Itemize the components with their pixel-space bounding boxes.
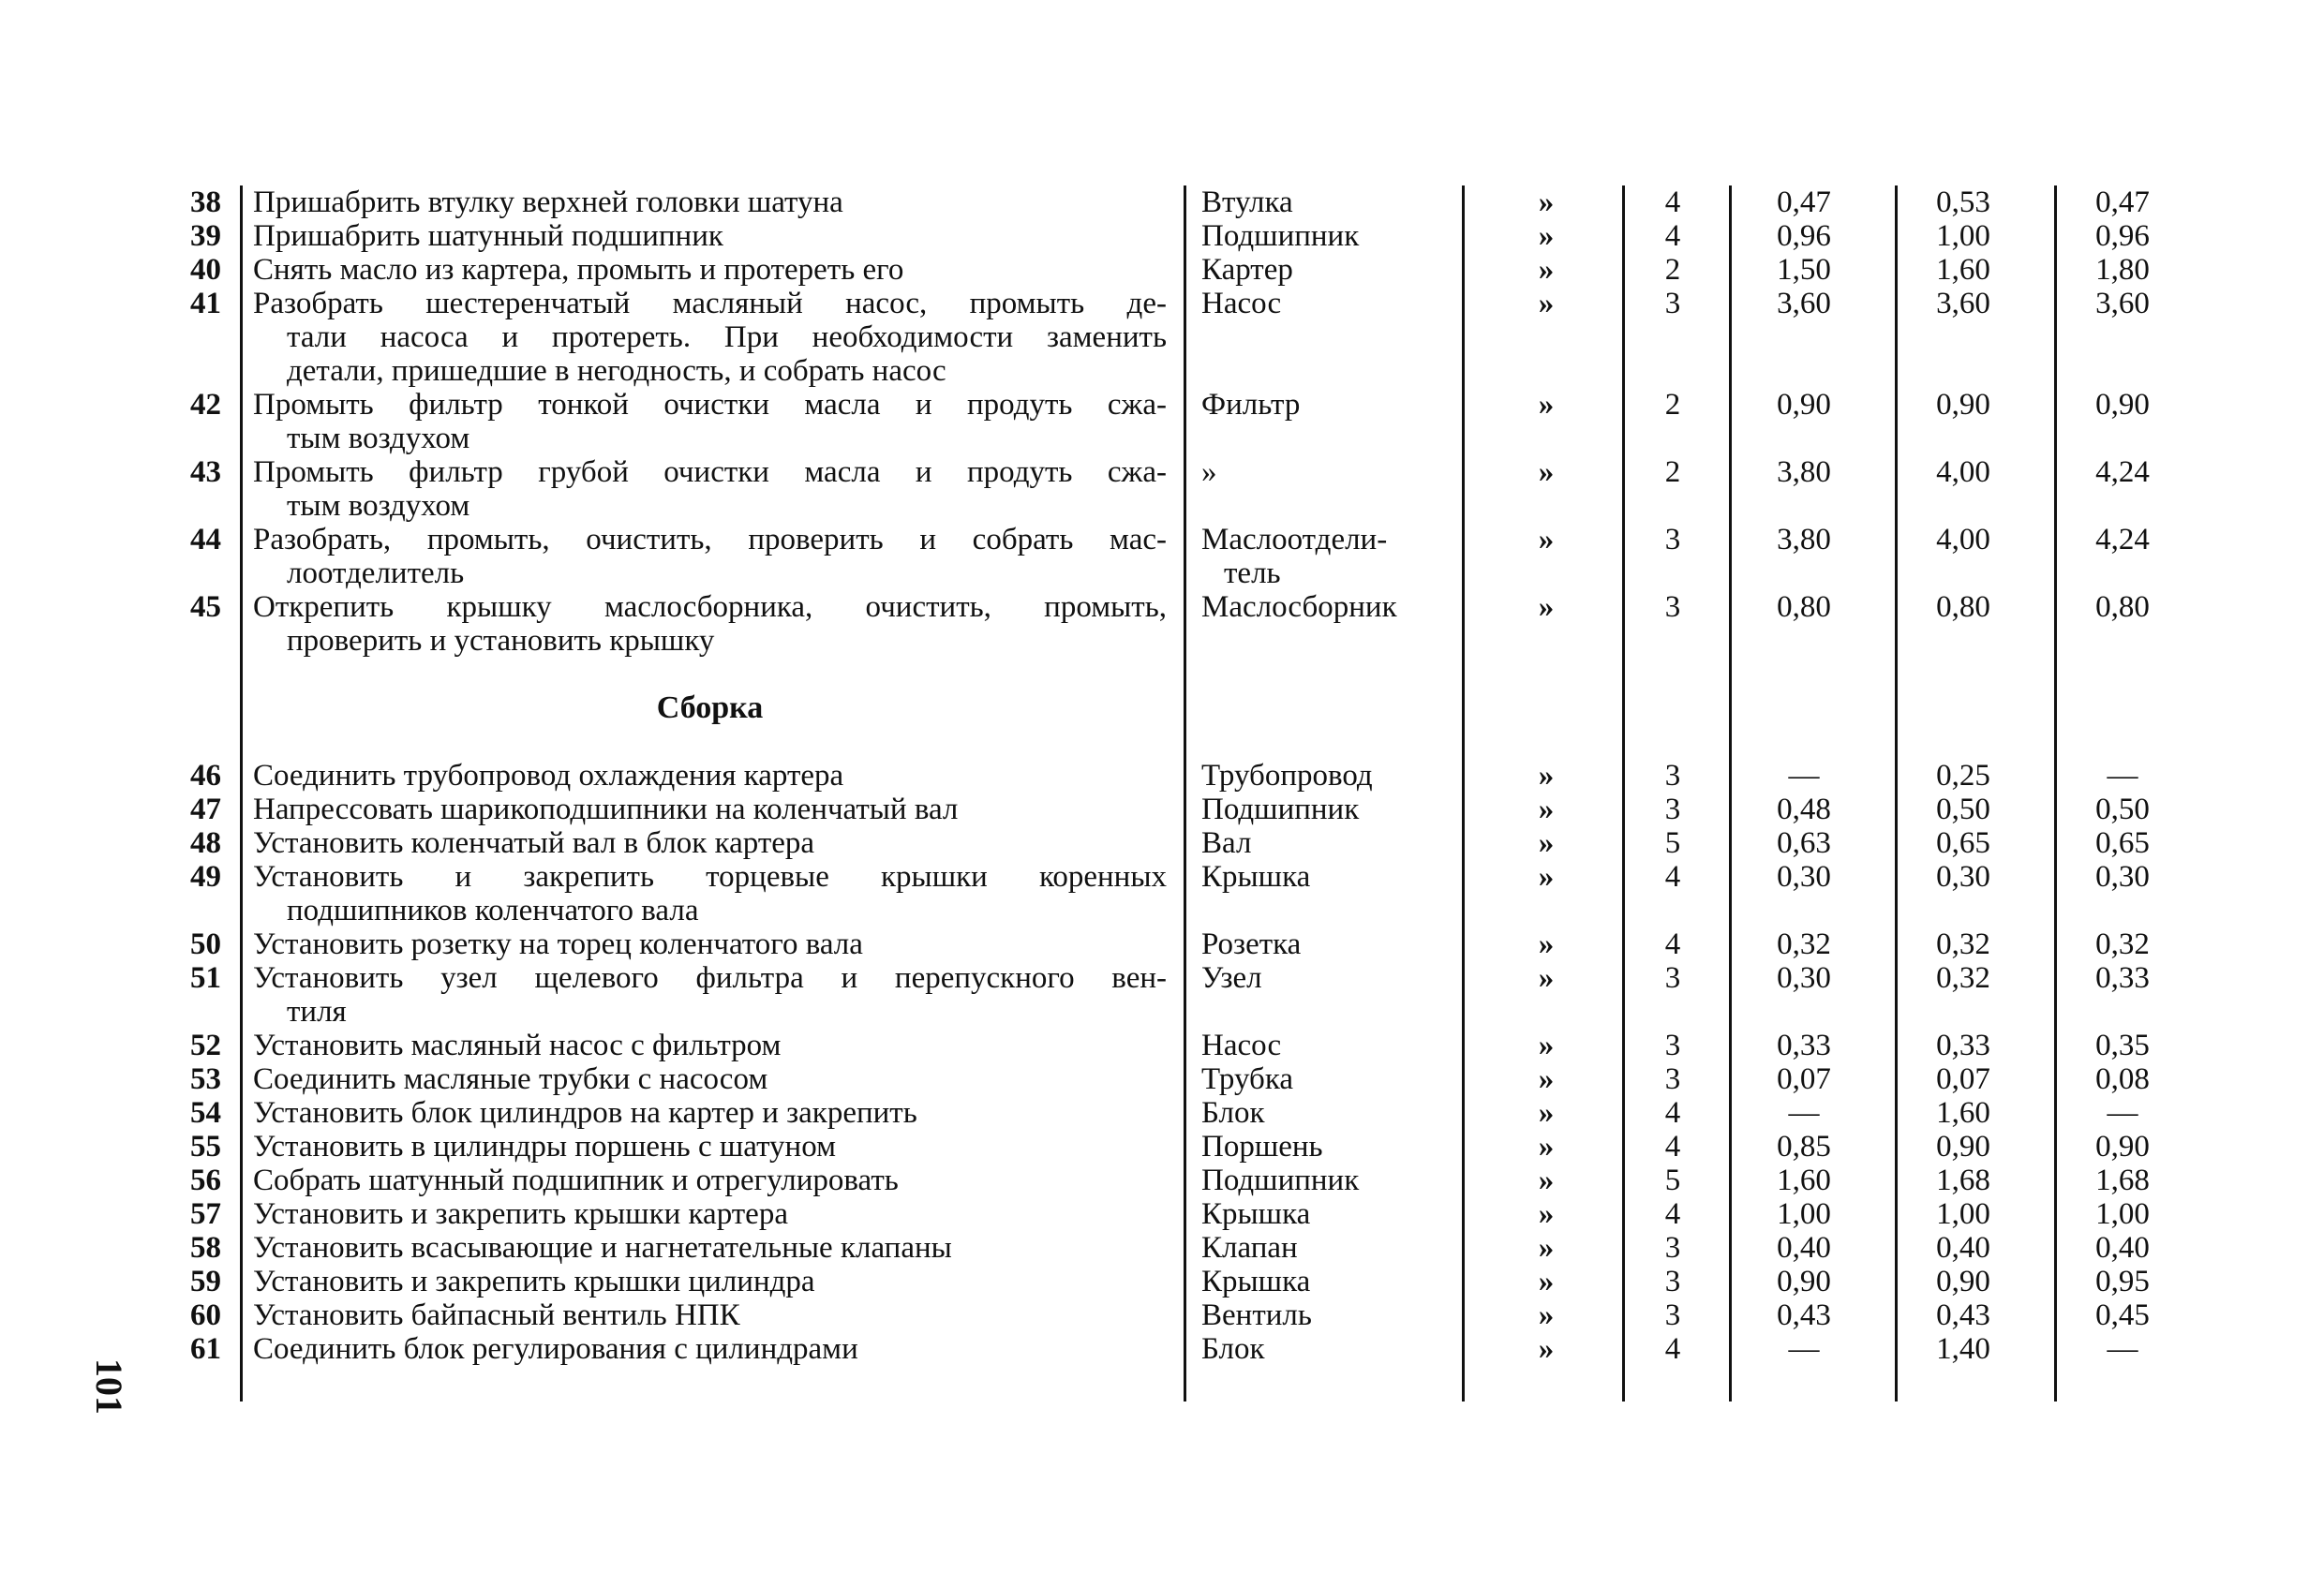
value-cell-3: 0,90	[2095, 388, 2150, 422]
operation-description-line: Установить и закрепить крышки цилиндра	[253, 1265, 815, 1298]
operation-description-line: Установить узел щелевого фильтра и перепускного вен-	[253, 961, 1167, 995]
unit-mark: »	[1538, 287, 1555, 320]
count-cell: 4	[1664, 1197, 1681, 1231]
unit-mark: »	[1538, 1062, 1555, 1096]
value-cell-3: 0,30	[2095, 860, 2150, 894]
value-cell-3: 4,24	[2095, 523, 2150, 556]
operation-description-line: Промыть фильтр грубой очистки масла и продуть сжа-	[253, 455, 1167, 489]
count-cell: 3	[1664, 523, 1681, 556]
table-row	[0, 1265, 2324, 1298]
value-cell-2: 1,60	[1936, 1096, 1990, 1130]
row-number: 56	[190, 1164, 221, 1197]
part-name-line: Вентиль	[1201, 1298, 1312, 1332]
part-name-line: Поршень	[1201, 1130, 1323, 1164]
unit-mark: »	[1538, 759, 1555, 793]
part-name-line: Маслоотдели-	[1201, 523, 1388, 556]
part-name-line: Крышка	[1201, 860, 1311, 894]
count-cell: 3	[1664, 1231, 1681, 1265]
part-name	[1201, 826, 1454, 860]
disassembly-rows	[0, 185, 2324, 658]
count-cell: 4	[1664, 1096, 1681, 1130]
value-cell-1: 0,47	[1777, 185, 1831, 219]
part-name	[1201, 219, 1454, 253]
unit-mark: »	[1538, 219, 1555, 253]
unit-mark: »	[1538, 1029, 1555, 1062]
operation-description-line: Установить розетку на торец коленчатого вала	[253, 927, 863, 961]
row-number: 42	[190, 388, 221, 422]
operation-description	[253, 759, 1167, 793]
value-cell-1: 0,90	[1777, 1265, 1831, 1298]
value-cell-1: 3,80	[1777, 455, 1831, 489]
table-row	[0, 523, 2324, 590]
value-cell-3: —	[2107, 1332, 2138, 1366]
part-name	[1201, 455, 1454, 489]
value-cell-2: 1,60	[1936, 253, 1990, 287]
part-name-line: Розетка	[1201, 927, 1302, 961]
operation-description	[253, 961, 1167, 1029]
row-number: 45	[190, 590, 221, 624]
unit-mark: »	[1538, 826, 1555, 860]
value-cell-3: 1,80	[2095, 253, 2150, 287]
count-cell: 4	[1664, 1332, 1681, 1366]
part-name-line: Вал	[1201, 826, 1252, 860]
value-cell-2: 0,90	[1936, 1265, 1990, 1298]
table-row	[0, 961, 2324, 1029]
part-name	[1201, 860, 1454, 894]
unit-mark: »	[1538, 927, 1555, 961]
value-cell-1: 0,32	[1777, 927, 1831, 961]
row-number: 38	[190, 185, 221, 219]
part-name-line: Фильтр	[1201, 388, 1301, 422]
part-name-line: Картер	[1201, 253, 1293, 287]
operation-description-line: Пришабрить втулку верхней головки шатуна	[253, 185, 843, 219]
part-name-line: Крышка	[1201, 1197, 1311, 1231]
value-cell-2: 0,90	[1936, 1130, 1990, 1164]
operation-description-line: Установить масляный насос с фильтром	[253, 1029, 782, 1062]
table-row	[0, 253, 2324, 287]
unit-mark: »	[1538, 1164, 1555, 1197]
value-cell-1: —	[1788, 1096, 1820, 1130]
table-row	[0, 455, 2324, 523]
table-row	[0, 1164, 2324, 1197]
part-name-line: Крышка	[1201, 1265, 1311, 1298]
row-number: 41	[190, 287, 221, 320]
operation-description	[253, 388, 1167, 455]
row-number: 61	[190, 1332, 221, 1366]
value-cell-2: 0,25	[1936, 759, 1990, 793]
value-cell-3: 0,40	[2095, 1231, 2150, 1265]
part-name	[1201, 927, 1454, 961]
part-name	[1201, 388, 1454, 422]
value-cell-2: 0,53	[1936, 185, 1990, 219]
assembly-rows	[0, 759, 2324, 1366]
operation-description	[253, 826, 1167, 860]
table-row	[0, 860, 2324, 927]
part-name	[1201, 185, 1454, 219]
part-name	[1201, 1164, 1454, 1197]
count-cell: 2	[1664, 455, 1681, 489]
row-number: 44	[190, 523, 221, 556]
operation-description-line: тиля	[287, 995, 347, 1029]
part-name	[1201, 1298, 1454, 1332]
value-cell-1: 0,90	[1777, 388, 1831, 422]
row-number: 51	[190, 961, 221, 995]
operation-description	[253, 1130, 1167, 1164]
value-cell-1: 0,30	[1777, 860, 1831, 894]
value-cell-1: 0,07	[1777, 1062, 1831, 1096]
value-cell-3: 0,96	[2095, 219, 2150, 253]
operation-description	[253, 1231, 1167, 1265]
operation-description	[253, 1197, 1167, 1231]
operation-description-line: Установить и закрепить крышки картера	[253, 1197, 788, 1231]
operation-description	[253, 1164, 1167, 1197]
part-name	[1201, 287, 1454, 320]
part-name-line: Маслосборник	[1201, 590, 1397, 624]
part-name-line: Подшипник	[1201, 219, 1360, 253]
part-name	[1201, 1130, 1454, 1164]
value-cell-3: 0,95	[2095, 1265, 2150, 1298]
operation-description-line: тым воздухом	[287, 489, 470, 523]
part-name-line: »	[1201, 455, 1217, 489]
operation-description	[253, 253, 1167, 287]
table-row	[0, 793, 2324, 826]
operation-description-line: Соединить блок регулирования с цилиндрами	[253, 1332, 858, 1366]
value-cell-3: 0,65	[2095, 826, 2150, 860]
operation-description-line: Разобрать шестеренчатый масляный насос, промыть де-	[253, 287, 1167, 320]
operation-description	[253, 287, 1167, 388]
table-row	[0, 590, 2324, 658]
value-cell-2: 1,00	[1936, 219, 1990, 253]
part-name	[1201, 1332, 1454, 1366]
operations-table	[0, 185, 2324, 1366]
part-name	[1201, 759, 1454, 793]
value-cell-3: 0,45	[2095, 1298, 2150, 1332]
value-cell-3: 0,08	[2095, 1062, 2150, 1096]
value-cell-3: —	[2107, 759, 2138, 793]
value-cell-1: —	[1788, 1332, 1820, 1366]
part-name	[1201, 1197, 1454, 1231]
count-cell: 3	[1664, 1029, 1681, 1062]
unit-mark: »	[1538, 455, 1555, 489]
part-name-line: Клапан	[1201, 1231, 1298, 1265]
operation-description	[253, 1332, 1167, 1366]
part-name	[1201, 1029, 1454, 1062]
value-cell-2: 0,80	[1936, 590, 1990, 624]
unit-mark: »	[1538, 1298, 1555, 1332]
row-number: 57	[190, 1197, 221, 1231]
table-row	[0, 759, 2324, 793]
value-cell-3: 3,60	[2095, 287, 2150, 320]
section-title: Сборка	[656, 690, 764, 725]
value-cell-1: 0,80	[1777, 590, 1831, 624]
table-row	[0, 219, 2324, 253]
value-cell-3: —	[2107, 1096, 2138, 1130]
operation-description	[253, 455, 1167, 523]
value-cell-1: 3,80	[1777, 523, 1831, 556]
value-cell-1: 1,60	[1777, 1164, 1831, 1197]
operation-description-line: детали, пришедшие в негодность, и собрать насос	[287, 354, 946, 388]
section-heading	[0, 658, 2324, 759]
part-name-line: Трубопровод	[1201, 759, 1373, 793]
part-name-line: Узел	[1201, 961, 1262, 995]
value-cell-3: 4,24	[2095, 455, 2150, 489]
part-name-line: Насос	[1201, 287, 1282, 320]
count-cell: 2	[1664, 253, 1681, 287]
part-name	[1201, 1096, 1454, 1130]
value-cell-1: 1,00	[1777, 1197, 1831, 1231]
unit-mark: »	[1538, 1332, 1555, 1366]
value-cell-2: 0,32	[1936, 961, 1990, 995]
count-cell: 4	[1664, 927, 1681, 961]
row-number: 60	[190, 1298, 221, 1332]
page-number: 101	[88, 1358, 130, 1415]
part-name-line: Трубка	[1201, 1062, 1294, 1096]
operation-description-line: Снять масло из картера, промыть и протереть его	[253, 253, 904, 287]
unit-mark: »	[1538, 961, 1555, 995]
value-cell-3: 0,47	[2095, 185, 2150, 219]
operation-description-line: Промыть фильтр тонкой очистки масла и продуть сжа-	[253, 388, 1167, 422]
unit-mark: »	[1538, 1130, 1555, 1164]
count-cell: 4	[1664, 1130, 1681, 1164]
table-row	[0, 1197, 2324, 1231]
value-cell-2: 4,00	[1936, 455, 1990, 489]
value-cell-1: 0,43	[1777, 1298, 1831, 1332]
row-number: 47	[190, 793, 221, 826]
operation-description-line: лоотделитель	[287, 556, 465, 590]
count-cell: 3	[1664, 759, 1681, 793]
operation-description-line: Открепить крышку маслосборника, очистить, промыть,	[253, 590, 1167, 624]
value-cell-2: 0,07	[1936, 1062, 1990, 1096]
unit-mark: »	[1538, 793, 1555, 826]
value-cell-1: 3,60	[1777, 287, 1831, 320]
table-row	[0, 1029, 2324, 1062]
part-name	[1201, 1231, 1454, 1265]
operation-description	[253, 860, 1167, 927]
row-number: 43	[190, 455, 221, 489]
unit-mark: »	[1538, 185, 1555, 219]
row-number: 52	[190, 1029, 221, 1062]
count-cell: 3	[1664, 1265, 1681, 1298]
row-number: 46	[190, 759, 221, 793]
value-cell-3: 0,35	[2095, 1029, 2150, 1062]
value-cell-2: 1,40	[1936, 1332, 1990, 1366]
value-cell-2: 1,68	[1936, 1164, 1990, 1197]
operation-description-line: Соединить масляные трубки с насосом	[253, 1062, 768, 1096]
value-cell-1: 0,63	[1777, 826, 1831, 860]
part-name-line: тель	[1224, 556, 1281, 590]
table-row	[0, 1231, 2324, 1265]
count-cell: 5	[1664, 826, 1681, 860]
value-cell-1: 0,40	[1777, 1231, 1831, 1265]
part-name-line: Блок	[1201, 1096, 1265, 1130]
count-cell: 4	[1664, 219, 1681, 253]
operation-description-line: тали насоса и протереть. При необходимости заменить	[287, 320, 1167, 354]
operation-description	[253, 793, 1167, 826]
unit-mark: »	[1538, 1265, 1555, 1298]
row-number: 39	[190, 219, 221, 253]
unit-mark: »	[1538, 590, 1555, 624]
count-cell: 3	[1664, 1062, 1681, 1096]
operation-description	[253, 185, 1167, 219]
value-cell-3: 1,68	[2095, 1164, 2150, 1197]
count-cell: 3	[1664, 590, 1681, 624]
unit-mark: »	[1538, 1197, 1555, 1231]
operation-description-line: Пришабрить шатунный подшипник	[253, 219, 723, 253]
count-cell: 3	[1664, 793, 1681, 826]
table-row	[0, 826, 2324, 860]
value-cell-1: 0,96	[1777, 219, 1831, 253]
row-number: 59	[190, 1265, 221, 1298]
part-name	[1201, 1062, 1454, 1096]
unit-mark: »	[1538, 1096, 1555, 1130]
table-row	[0, 185, 2324, 219]
table-row	[0, 1332, 2324, 1366]
operation-description-line: подшипников коленчатого вала	[287, 894, 699, 927]
operation-description-line: Напрессовать шарикоподшипники на коленчатый вал	[253, 793, 959, 826]
row-number: 53	[190, 1062, 221, 1096]
part-name	[1201, 793, 1454, 826]
operation-description-line: Установить коленчатый вал в блок картера	[253, 826, 815, 860]
row-number: 58	[190, 1231, 221, 1265]
value-cell-1: 1,50	[1777, 253, 1831, 287]
value-cell-1: —	[1788, 759, 1820, 793]
operation-description	[253, 523, 1167, 590]
operation-description-line: Установить и закрепить торцевые крышки коренных	[253, 860, 1167, 894]
row-number: 50	[190, 927, 221, 961]
part-name-line: Подшипник	[1201, 1164, 1360, 1197]
operation-description	[253, 927, 1167, 961]
part-name-line: Втулка	[1201, 185, 1293, 219]
operation-description	[253, 590, 1167, 658]
value-cell-1: 0,85	[1777, 1130, 1831, 1164]
value-cell-3: 0,90	[2095, 1130, 2150, 1164]
part-name-line: Подшипник	[1201, 793, 1360, 826]
part-name	[1201, 253, 1454, 287]
value-cell-3: 1,00	[2095, 1197, 2150, 1231]
count-cell: 3	[1664, 287, 1681, 320]
table-row	[0, 287, 2324, 388]
operation-description	[253, 1298, 1167, 1332]
count-cell: 3	[1664, 1298, 1681, 1332]
row-number: 48	[190, 826, 221, 860]
unit-mark: »	[1538, 523, 1555, 556]
operation-description-line: Собрать шатунный подшипник и отрегулировать	[253, 1164, 899, 1197]
value-cell-2: 0,65	[1936, 826, 1990, 860]
value-cell-3: 0,33	[2095, 961, 2150, 995]
operation-description-line: Установить байпасный вентиль НПК	[253, 1298, 740, 1332]
value-cell-2: 0,30	[1936, 860, 1990, 894]
operation-description-line: тым воздухом	[287, 422, 470, 455]
unit-mark: »	[1538, 860, 1555, 894]
unit-mark: »	[1538, 253, 1555, 287]
operation-description-line: Соединить трубопровод охлаждения картера	[253, 759, 844, 793]
operation-description	[253, 1062, 1167, 1096]
value-cell-2: 0,32	[1936, 927, 1990, 961]
value-cell-2: 0,40	[1936, 1231, 1990, 1265]
value-cell-2: 1,00	[1936, 1197, 1990, 1231]
row-number: 40	[190, 253, 221, 287]
table-row	[0, 388, 2324, 455]
operation-description-line: Установить блок цилиндров на картер и закрепить	[253, 1096, 917, 1130]
value-cell-1: 0,48	[1777, 793, 1831, 826]
part-name	[1201, 1265, 1454, 1298]
value-cell-2: 3,60	[1936, 287, 1990, 320]
value-cell-3: 0,50	[2095, 793, 2150, 826]
table-row	[0, 1298, 2324, 1332]
value-cell-2: 0,33	[1936, 1029, 1990, 1062]
count-cell: 4	[1664, 860, 1681, 894]
count-cell: 2	[1664, 388, 1681, 422]
table-row	[0, 1096, 2324, 1130]
operation-description	[253, 1096, 1167, 1130]
value-cell-2: 0,50	[1936, 793, 1990, 826]
row-number: 49	[190, 860, 221, 894]
row-number: 54	[190, 1096, 221, 1130]
table-row	[0, 1062, 2324, 1096]
operation-description	[253, 1265, 1167, 1298]
part-name	[1201, 590, 1454, 624]
part-name	[1201, 961, 1454, 995]
part-name-line: Блок	[1201, 1332, 1265, 1366]
part-name-line: Насос	[1201, 1029, 1282, 1062]
value-cell-2: 0,43	[1936, 1298, 1990, 1332]
operation-description	[253, 219, 1167, 253]
unit-mark: »	[1538, 1231, 1555, 1265]
value-cell-2: 0,90	[1936, 388, 1990, 422]
value-cell-3: 0,80	[2095, 590, 2150, 624]
operation-description-line: Разобрать, промыть, очистить, проверить и собрать мас-	[253, 523, 1167, 556]
operation-description-line: Установить в цилиндры поршень с шатуном	[253, 1130, 836, 1164]
value-cell-1: 0,33	[1777, 1029, 1831, 1062]
count-cell: 4	[1664, 185, 1681, 219]
table-row	[0, 1130, 2324, 1164]
part-name	[1201, 523, 1454, 590]
row-number: 55	[190, 1130, 221, 1164]
unit-mark: »	[1538, 388, 1555, 422]
operation-description-line: Установить всасывающие и нагнетательные клапаны	[253, 1231, 952, 1265]
value-cell-2: 4,00	[1936, 523, 1990, 556]
count-cell: 3	[1664, 961, 1681, 995]
value-cell-3: 0,32	[2095, 927, 2150, 961]
table-row	[0, 927, 2324, 961]
count-cell: 5	[1664, 1164, 1681, 1197]
value-cell-1: 0,30	[1777, 961, 1831, 995]
operation-description	[253, 1029, 1167, 1062]
operation-description-line: проверить и установить крышку	[287, 624, 715, 658]
